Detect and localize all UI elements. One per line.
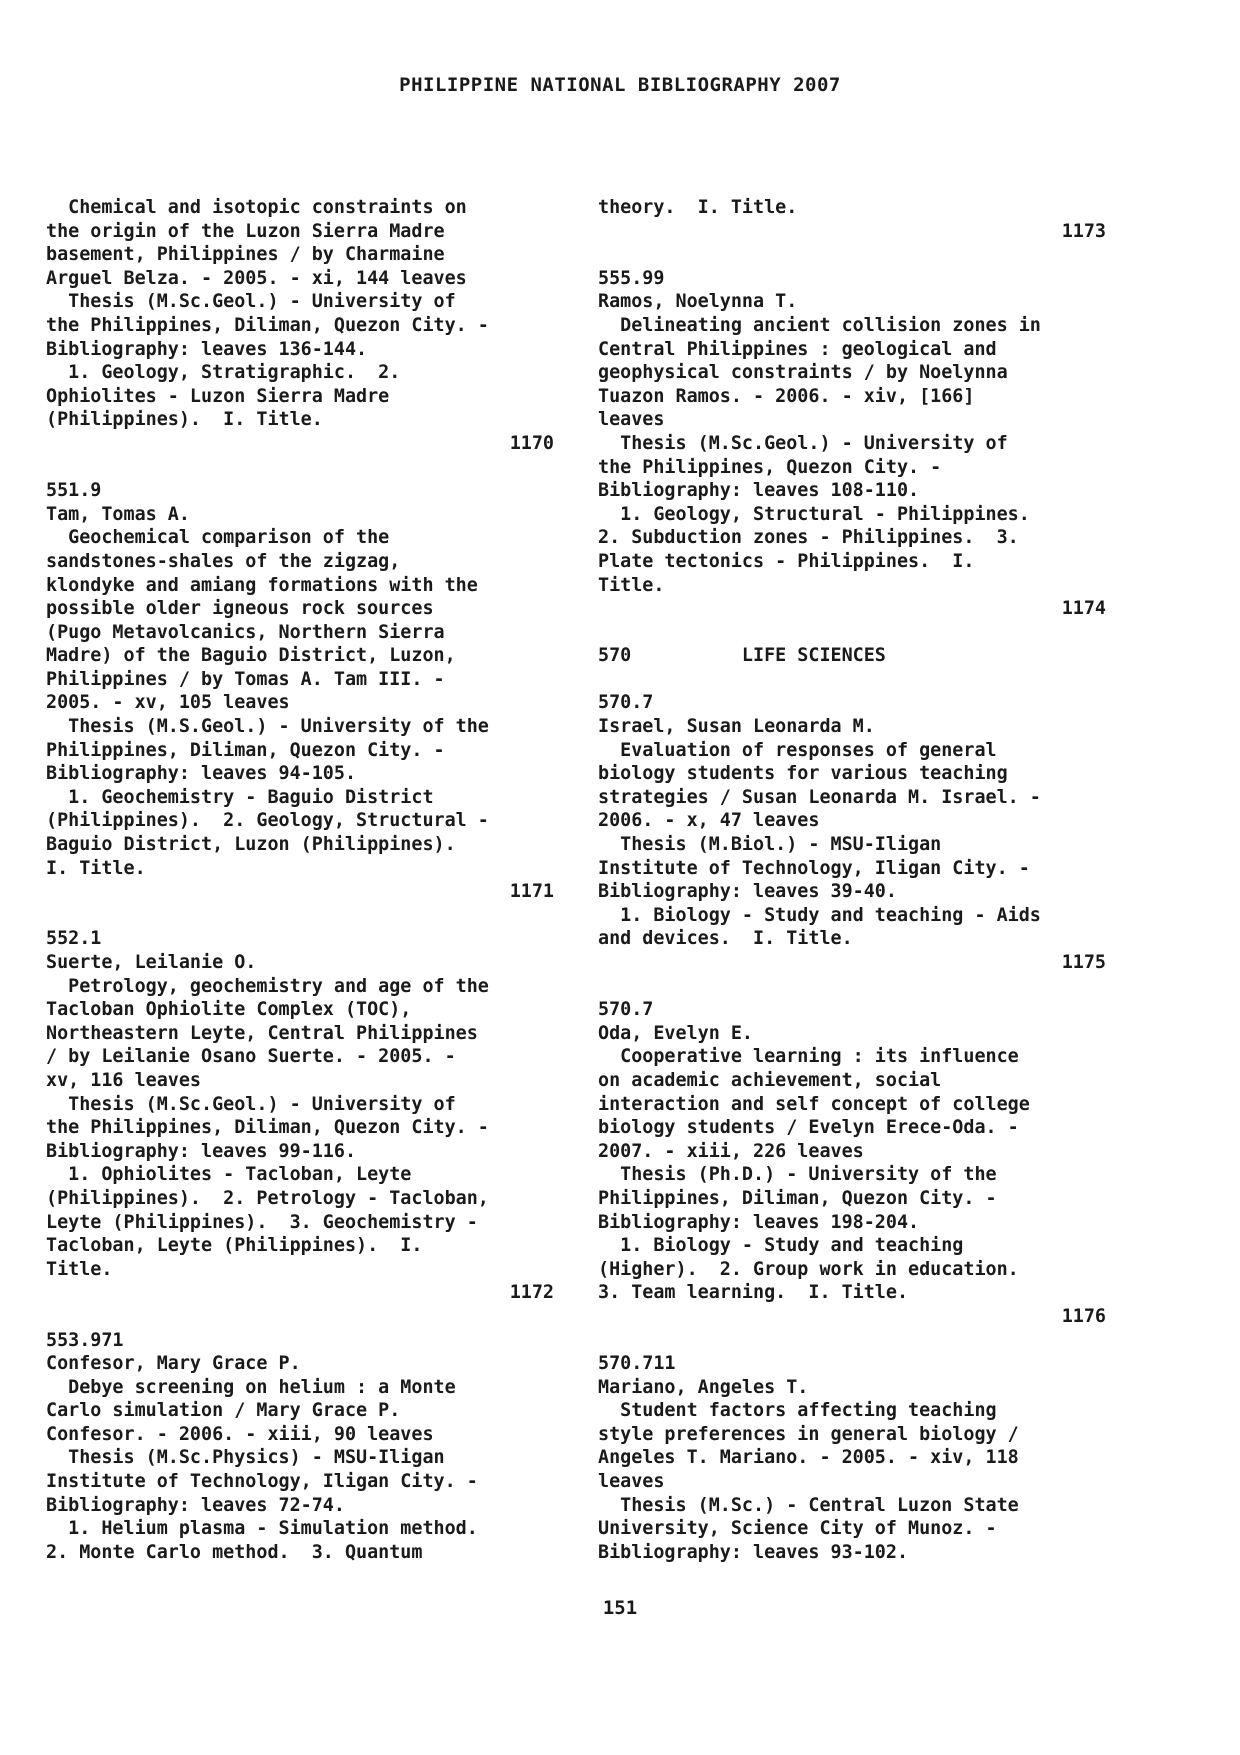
entry-line: Evaluation of responses of general [598,739,997,761]
entry-line: Title. [46,1258,113,1280]
entry-line: biology students for various teaching [598,763,1008,785]
entry-line: Thesis (M.Sc.Physics) - MSU-Iligan [46,1447,445,1469]
entry-line: 1. Biology - Study and teaching [598,1235,964,1257]
entry-line: Student factors affecting teaching [598,1400,997,1422]
entry-line: the Philippines, Diliman, Quezon City. - [46,1117,489,1139]
section-heading: 570 LIFE SCIENCES [598,645,886,667]
entry-line: Philippines / by Tomas A. Tam III. - [46,668,445,690]
entry-line: (Philippines). 2. Petrology - Tacloban, [46,1187,489,1209]
call-number: 553.971 [46,1329,124,1351]
entry-line: the Philippines, Quezon City. - [598,456,942,478]
entry-line: Arguel Belza. - 2005. - xi, 144 leaves [46,267,467,289]
entry-number: 1173 [1061,220,1106,242]
entry-line: Thesis (M.Sc.Geol.) - University of [46,291,456,313]
entry-line: Leyte (Philippines). 3. Geochemistry - [46,1211,478,1233]
entry-number: 1172 [509,1282,554,1304]
entry-line: Oda, Evelyn E. [598,1022,754,1044]
entry-line: Tam, Tomas A. [46,503,190,525]
entry-line: biology students / Evelyn Erece-Oda. - [598,1117,1019,1139]
entry-line: and devices. I. Title. [598,928,853,950]
entry-line: 2. Subduction zones - Philippines. 3. [598,527,1019,549]
entry-line: on academic achievement, social [598,1069,942,1091]
blank-line [46,456,554,480]
entry-line: (Philippines). I. Title. [46,409,323,431]
call-number: 552.1 [46,928,102,950]
entry-line: Petrology, geochemistry and age of the [46,975,489,997]
entry-line: Chemical and isotopic constraints on [46,197,467,218]
entry-line: Institute of Technology, Iligan City. - [46,1471,478,1493]
entry-line: (Philippines). 2. Geology, Structural - [46,810,489,832]
entry-line: Bibliography: leaves 136-144. [46,338,368,360]
entry-line: Mariano, Angeles T. [598,1376,809,1398]
blank-line [598,975,1106,999]
entry-line: Suerte, Leilanie O. [46,952,257,973]
blank-line [46,1305,554,1329]
entry-line: Ramos, Noelynna T. [598,291,798,313]
entry-line: Madre) of the Baguio District, Luzon, [46,645,456,667]
page-number: 151 [602,1597,638,1619]
blank-line [598,1329,1106,1353]
entry-line: 2007. - xiii, 226 leaves [598,1140,864,1162]
entry-line: Tacloban Ophiolite Complex (TOC), [46,999,412,1021]
entry-line: Bibliography: leaves 39-40. [598,881,897,903]
entry-line: Geochemical comparison of the [46,527,390,549]
entry-line: Plate tectonics - Philippines. I. [598,550,975,572]
call-number: 570.7 [598,999,654,1021]
blank-line [598,621,1106,645]
call-number: 551.9 [46,480,102,502]
entry-number: 1176 [1061,1305,1106,1327]
entry-line: 1. Helium plasma - Simulation method. [46,1518,478,1540]
entry-line: Thesis (M.S.Geol.) - University of the [46,716,489,738]
blank-line [46,904,554,928]
entry-line: Northeastern Leyte, Central Philippines [46,1022,478,1044]
entry-line: Baguio District, Luzon (Philippines). [46,834,456,856]
entry-line: University, Science City of Munoz. - [598,1518,997,1540]
entry-line: Thesis (Ph.D.) - University of the [598,1164,997,1186]
entry-line: 2006. - x, 47 leaves [598,810,820,832]
entry-line: Delineating ancient collision zones in [598,314,1041,336]
entry-line: Tuazon Ramos. - 2006. - xiv, [166] [598,385,975,407]
entry-line: the origin of the Luzon Sierra Madre [46,220,445,242]
entry-line: Bibliography: leaves 72-74. [46,1494,345,1516]
entry-line: Thesis (M.Sc.Geol.) - University of [46,1093,456,1115]
entry-line: Thesis (M.Biol.) - MSU-Iligan [598,834,942,856]
entry-line: sandstones-shales of the zigzag, [46,550,401,572]
entry-line: interaction and self concept of college [598,1093,1030,1115]
entry-line: Bibliography: leaves 94-105. [46,763,357,785]
entry-number: 1175 [1061,952,1106,973]
entry-line: 3. Team learning. I. Title. [598,1282,909,1304]
entry-line: possible older igneous rock sources [46,598,434,620]
entry-line: Confesor. - 2006. - xiii, 90 leaves [46,1423,434,1445]
entry-line: xv, 116 leaves [46,1069,202,1091]
entry-line: Bibliography: leaves 108-110. [598,480,920,502]
bibliography-column-right [598,196,1106,1564]
entry-line: Tacloban, Leyte (Philippines). I. [46,1235,423,1257]
entry-line: geophysical constraints / by Noelynna [598,362,1008,384]
entry-line: 1. Ophiolites - Tacloban, Leyte [46,1164,412,1186]
entry-line: Thesis (M.Sc.Geol.) - University of [598,432,1008,454]
entry-line: theory. I. Title. [598,197,798,218]
entry-line: 1. Geology, Stratigraphic. 2. [46,362,401,384]
entry-line: Israel, Susan Leonarda M. [598,716,875,738]
entry-line: Title. [598,574,665,596]
blank-line [598,243,1106,267]
entry-line: Bibliography: leaves 99-116. [46,1140,357,1162]
call-number: 555.99 [598,267,665,289]
entry-line: basement, Philippines / by Charmaine [46,244,445,266]
entry-line: Carlo simulation / Mary Grace P. [46,1400,401,1422]
entry-line: 2005. - xv, 105 leaves [46,692,290,714]
bibliography-column-left [46,196,554,1564]
entry-line: klondyke and amiang formations with the [46,574,478,596]
entry-line: Thesis (M.Sc.) - Central Luzon State [598,1494,1019,1516]
entry-line: Bibliography: leaves 93-102. [598,1541,909,1563]
blank-line [598,668,1106,692]
entry-line: strategies / Susan Leonarda M. Israel. - [598,786,1041,808]
entry-line: Institute of Technology, Iligan City. - [598,857,1030,879]
entry-line: (Higher). 2. Group work in education. [598,1258,1019,1280]
entry-number: 1174 [1061,598,1106,620]
entry-line: leaves [598,409,665,431]
entry-line: Philippines, Diliman, Quezon City. - [46,739,445,761]
entry-line: Angeles T. Mariano. - 2005. - xiv, 118 [598,1447,1019,1469]
call-number: 570.711 [598,1353,676,1375]
entry-line: Bibliography: leaves 198-204. [598,1211,920,1233]
entry-line: Cooperative learning : its influence [598,1046,1019,1068]
entry-line: leaves [598,1471,665,1493]
entry-line: Ophiolites - Luzon Sierra Madre [46,385,390,407]
entry-line: Central Philippines : geological and [598,338,997,360]
entry-line: 1. Geochemistry - Baguio District [46,786,434,808]
call-number: 570.7 [598,692,654,714]
entry-line: Confesor, Mary Grace P. [46,1353,301,1375]
entry-line: style preferences in general biology / [598,1423,1019,1445]
page-header-title: PHILIPPINE NATIONAL BIBLIOGRAPHY 2007 [399,74,841,96]
entry-line: Debye screening on helium : a Monte [46,1376,456,1398]
entry-line: the Philippines, Diliman, Quezon City. - [46,314,489,336]
entry-line: Philippines, Diliman, Quezon City. - [598,1187,997,1209]
entry-line: 2. Monte Carlo method. 3. Quantum [46,1541,423,1563]
entry-line: 1. Biology - Study and teaching - Aids [598,904,1041,926]
entry-number: 1170 [509,432,554,454]
entry-line: 1. Geology, Structural - Philippines. [598,503,1030,525]
entry-line: I. Title. [46,857,146,879]
entry-number: 1171 [509,881,554,903]
entry-line: / by Leilanie Osano Suerte. - 2005. - [46,1046,456,1068]
entry-line: (Pugo Metavolcanics, Northern Sierra [46,621,445,643]
